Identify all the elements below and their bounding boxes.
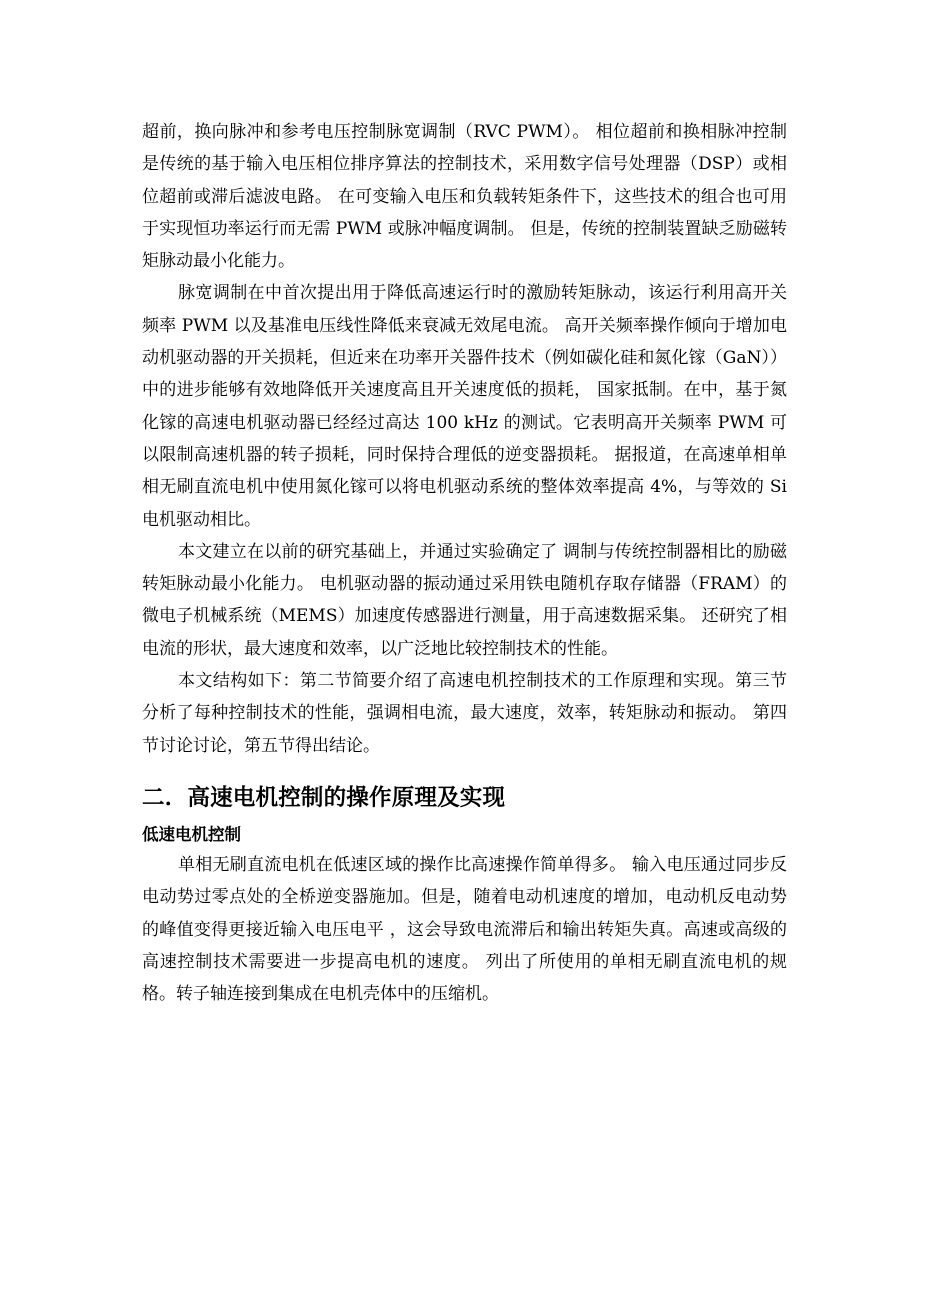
section-heading: 二．高速电机控制的操作原理及实现 (142, 784, 506, 811)
paragraph-continuation: 超前，换向脉冲和参考电压控制脉宽调制（RVC PWM）。 相位超前和换相脉冲控制是传统的基于输入电压相位排序算法的控制技术，采用数字信号处理器（DSP）或相位超前或滞后滤波电路。 在可变输入电压和负载转矩条件下，这些技术的组合也可用于实现恒功率运行而无需 PWM 或脉冲幅度调制。 但是，传统的控制装置缺乏励磁转矩脉动最小化能力。 (142, 122, 787, 272)
subsection-heading: 低速电机控制 (142, 824, 241, 844)
page-content (142, 116, 787, 1010)
paragraph-paper-contribution: 本文建立在以前的研究基础上，并通过实验确定了 调制与传统控制器相比的励磁转矩脉动最小化能力。 电机驱动器的振动通过采用铁电随机存取存储器（FRAM）的微电子机械系统（MEMS）加速度传感器进行测量，用于高速数据采集。 还研究了相电流的形状，最大速度和效率，以广泛地比较控制技术的性能。 (142, 541, 787, 659)
paragraph-pwm-method: 脉宽调制在中首次提出用于降低高速运行时的激励转矩脉动，该运行利用高开关频率 PWM 以及基准电压线性降低来衰减无效尾电流。 高开关频率操作倾向于增加电动机驱动器的开关损耗，但近来在功率开关器件技术（例如碳化硅和氮化镓（GaN））中的进步能够有效地降低开关速度高且开关速度低的损耗， 国家抵制。在中，基于氮化镓的高速电机驱动器已经经过高达 100 kHz 的测试。它表明高开关频率 PWM 可以限制高速机器的转子损耗，同时保持合理低的逆变器损耗。 据报道，在高速单相单相无刷直流电机中使用氮化镓可以将电机驱动系统的整体效率提高 4%，与等效的 Si 电机驱动相比。 (142, 283, 787, 530)
paragraph-low-speed-control: 单相无刷直流电机在低速区域的操作比高速操作简单得多。 输入电压通过同步反电动势过零点处的全桥逆变器施加。但是，随着电动机速度的增加，电动机反电动势的峰值变得更接近输入电压电平 ，这会导致电流滞后和输出转矩失真。高速或高级的高速控制技术需要进一步提高电机的速度。 列出了所使用的单相无刷直流电机的规格。转子轴连接到集成在电机壳体中的压缩机。 (142, 854, 787, 1005)
paragraph-paper-structure: 本文结构如下：第二节简要介绍了高速电机控制技术的工作原理和实现。第三节分析了每种控制技术的性能，强调相电流，最大速度，效率，转矩脉动和振动。 第四节讨论讨论，第五节得出结论。 (142, 671, 787, 756)
